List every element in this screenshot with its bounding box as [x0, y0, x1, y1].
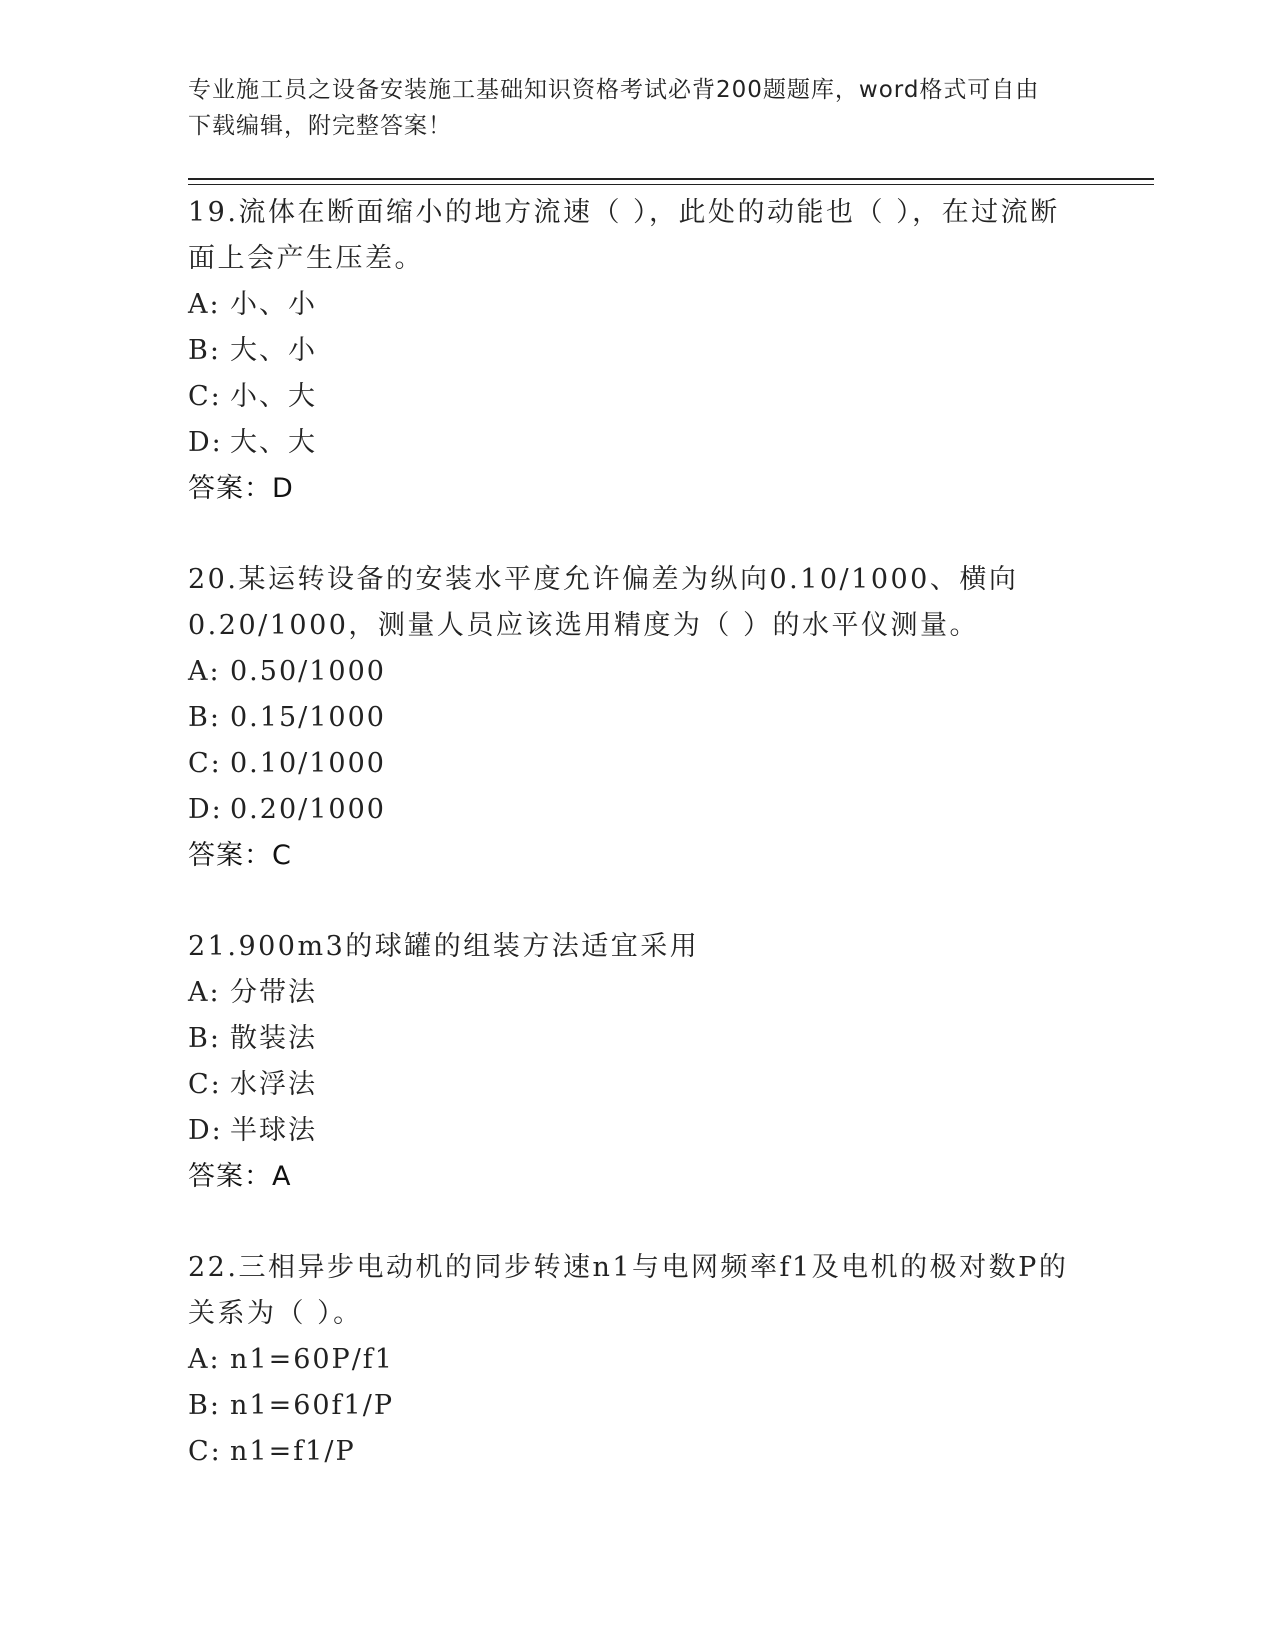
answer-label: 答案：D	[188, 473, 294, 504]
question-text-line-2: 0.20/1000，测量人员应该选用精度为（ ）的水平仪测量。	[188, 610, 980, 641]
option-d	[188, 1108, 1088, 1154]
question-text	[188, 1245, 1088, 1337]
header-divider-thin	[188, 184, 1154, 185]
option-letter: C:	[188, 1069, 222, 1100]
question-list	[188, 190, 1088, 1520]
option-b	[188, 328, 1088, 374]
option-c	[188, 741, 1088, 787]
option-text: 水浮法	[230, 1069, 317, 1100]
option-text: 散装法	[230, 1023, 317, 1054]
option-text: 0.15/1000	[230, 702, 386, 733]
document-header	[188, 72, 1088, 144]
question-text	[188, 924, 1088, 970]
option-d	[188, 420, 1088, 466]
question-text-line-1: 19.流体在断面缩小的地方流速（ ），此处的动能也（ ），在过流断	[188, 197, 1060, 228]
option-a	[188, 1337, 1088, 1383]
option-letter: A:	[188, 656, 221, 687]
option-a	[188, 282, 1088, 328]
option-letter: A:	[188, 1344, 221, 1375]
answer-label: 答案：A	[188, 1161, 292, 1192]
header-divider-thick	[188, 178, 1154, 180]
question-text-line-2: 面上会产生压差。	[188, 243, 424, 274]
option-text: n1=f1/P	[230, 1436, 356, 1467]
option-c	[188, 374, 1088, 420]
option-text: 0.50/1000	[230, 656, 386, 687]
option-letter: C:	[188, 1436, 222, 1467]
option-b	[188, 695, 1088, 741]
question-text	[188, 557, 1088, 649]
option-a	[188, 649, 1088, 695]
option-letter: A:	[188, 977, 221, 1008]
question-20	[188, 557, 1088, 879]
option-letter: A:	[188, 289, 221, 320]
question-text-line-2: 关系为（ ）。	[188, 1298, 363, 1329]
option-text: 分带法	[230, 977, 317, 1008]
option-letter: D:	[188, 1115, 223, 1146]
option-text: 0.10/1000	[230, 748, 386, 779]
question-19	[188, 190, 1088, 512]
option-text: n1=60P/f1	[230, 1344, 394, 1375]
option-text: 0.20/1000	[230, 794, 386, 825]
header-line-1: 专业施工员之设备安装施工基础知识资格考试必背200题题库，word格式可自由	[188, 77, 1040, 103]
option-c	[188, 1062, 1088, 1108]
option-letter: C:	[188, 381, 222, 412]
option-d	[188, 787, 1088, 833]
option-letter: D:	[188, 794, 223, 825]
option-letter: B:	[188, 335, 221, 366]
option-letter: D:	[188, 427, 223, 458]
header-line-2: 下载编辑，附完整答案！	[188, 113, 452, 139]
option-letter: B:	[188, 702, 221, 733]
option-text: 半球法	[230, 1115, 317, 1146]
option-b	[188, 1016, 1088, 1062]
question-text-line-1: 22.三相异步电动机的同步转速n1与电网频率f1及电机的极对数P的	[188, 1252, 1069, 1283]
question-text-line-1: 21.900m3的球罐的组装方法适宜采用	[188, 931, 700, 962]
option-text: 小、大	[230, 381, 317, 412]
option-text: n1=60f1/P	[230, 1390, 394, 1421]
question-text	[188, 190, 1088, 282]
option-text: 大、大	[230, 427, 317, 458]
question-text-line-1: 20.某运转设备的安装水平度允许偏差为纵向0.10/1000、横向	[188, 564, 1019, 595]
option-a	[188, 970, 1088, 1016]
option-b	[188, 1383, 1088, 1429]
option-letter: B:	[188, 1023, 221, 1054]
option-text: 大、小	[230, 335, 317, 366]
option-text: 小、小	[230, 289, 317, 320]
answer-label: 答案：C	[188, 840, 292, 871]
option-letter: C:	[188, 748, 222, 779]
question-21	[188, 924, 1088, 1200]
option-letter: B:	[188, 1390, 221, 1421]
option-c	[188, 1429, 1088, 1475]
question-22	[188, 1245, 1088, 1475]
